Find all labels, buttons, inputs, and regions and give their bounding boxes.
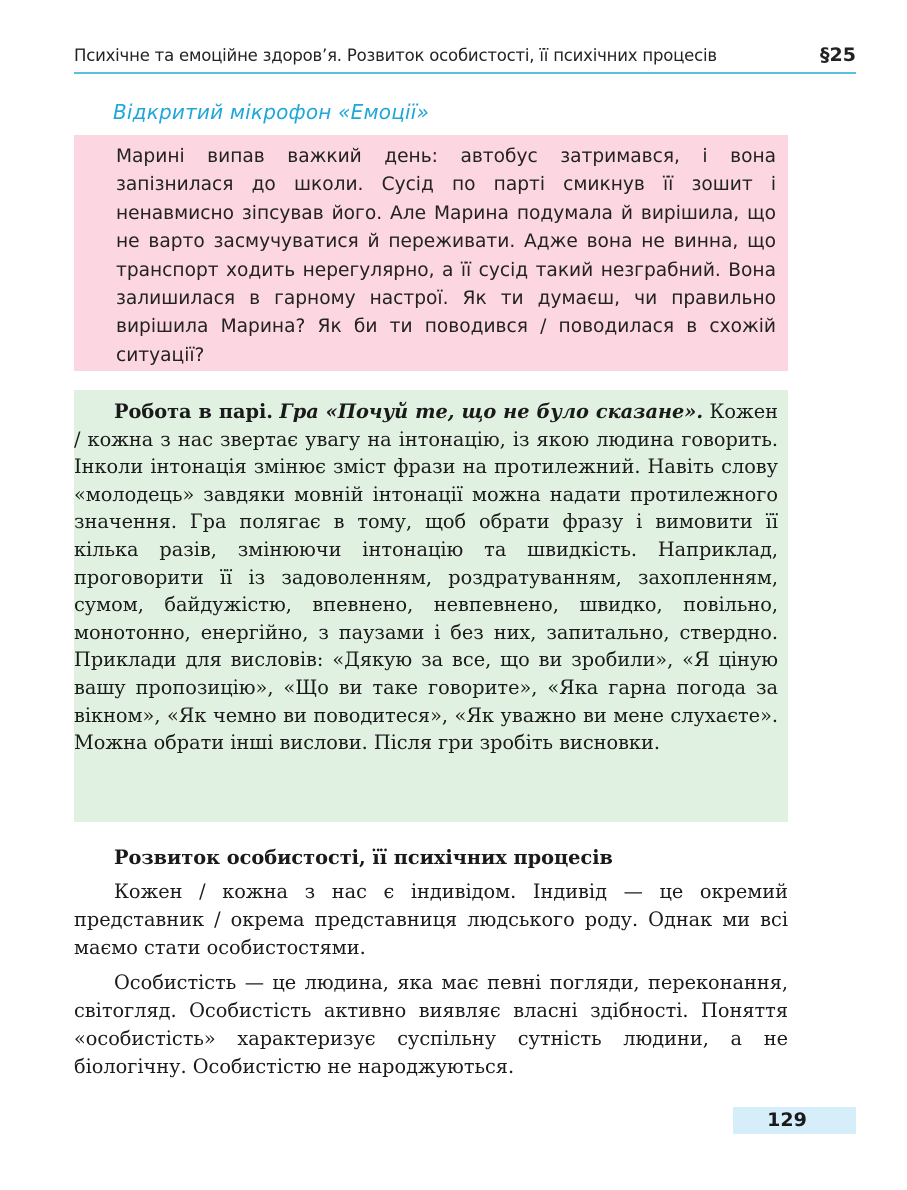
scenario-box xyxy=(74,135,788,371)
paragraph-individual: Кожен / кожна з нас є індивідом. Індивід — це окремий представник / окрема представниця людського роду. Однак ми всі маємо стати особистостями. xyxy=(74,880,788,960)
scenario-text: Марині випав важкий день: автобус затримався, і вона запізнилася до школи. Сусід по парті смикнув її зошит і ненавмисно зіпсував його. Але Марина подумала й вирішила, що не варто засмучуватися й переживати. Адже вона не винна, що транспорт ходить нерегулярно, а її сусід такий незграбний. Вона залишилася в гарному настрої. Як ти думаєш, чи правильно вирішила Марина? Як би ти поводився / поводилася в схожій ситуації? xyxy=(116,146,776,366)
pair-work-paragraph xyxy=(74,398,778,757)
running-title: Психічне та емоційне здоров’я. Розвиток особистості, її психічних процесів xyxy=(74,46,717,65)
game-title: Гра «Почуй те, що не було сказане». xyxy=(279,400,704,423)
running-header xyxy=(74,44,856,74)
paragraph-personality: Особистість — це людина, яка має певні погляди, переконання, світогляд. Особистість активно виявляє власні здібності. Поняття «особистість» характеризує суспільну сутність людини, а не біологічну. Особистістю не народжуються. xyxy=(74,970,788,1079)
page-number: 129 xyxy=(767,1109,807,1131)
open-mic-title: Відкритий мікрофон «Емоції» xyxy=(113,100,430,124)
pair-work-lead: Робота в парі. xyxy=(114,400,273,423)
page-number-bar xyxy=(733,1107,856,1134)
section-number: §25 xyxy=(820,44,856,66)
pair-work-text: Кожен / кожна з нас звертає увагу на інтонацію, із якою людина говорить. Інколи інтонація змінює зміст фрази на протилежний. Навіть слову «молодець» завдяки мовній інтонації можна надати протилежного значення. Гра полягає в тому, щоб обрати фразу і вимовити її кілька разів, змінюючи інтонацію та швидкість. Наприклад, проговорити її із задоволенням, роздратуванням, захопленням, сумом, байдужістю, впевнено, невпевнено, швидко, повільно, монотонно, енергійно, з паузами і без них, запитально, ствердно. Приклади для висловів: «Дякую за все, що ви зробили», «Я ціную вашу пропозицію», «Що ви таке говорите», «Яка гарна погода за вікном», «Як чемно ви поводитеся», «Як уважно ви мене слухаєте». Можна обрати інші вислови. Після гри зробіть висновки. xyxy=(74,400,778,755)
body-text xyxy=(74,878,788,1087)
section-heading: Розвиток особистості, її психічних процесів xyxy=(114,846,613,869)
pair-work-box xyxy=(74,390,788,822)
